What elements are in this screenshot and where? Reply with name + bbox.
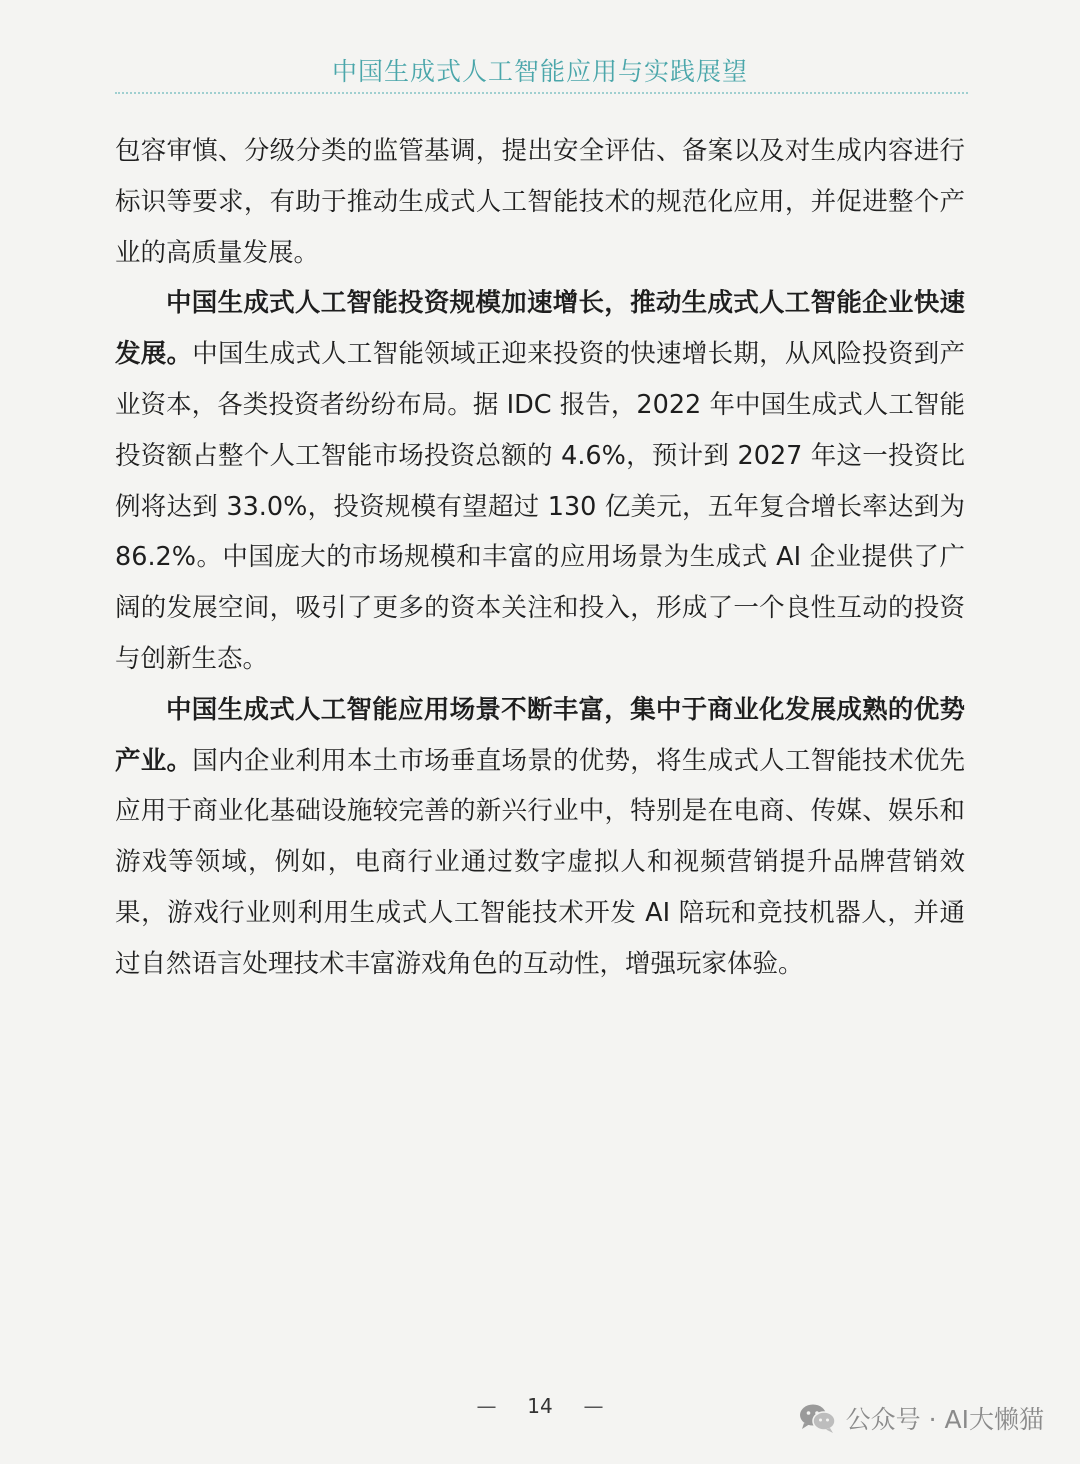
paragraph-2-body: 中国生成式人工智能领域正迎来投资的快速增长期，从风险投资到产业资本，各类投资者纷纷布局。据 IDC 报告，2022 年中国生成式人工智能投资额占整个人工智能市场投资总额的 4.6%，预计到 2027 年这一投资比例将达到 33.0%，投资规模有望超过 130 亿美元，五年复合增长率达到为 86.2%。中国庞大的市场规模和丰富的应用场景为生成式 AI 企业提供了广阔的发展空间，吸引了更多的资本关注和投入，形成了一个良性互动的投资与创新生态。 (115, 339, 965, 674)
paragraph-3-body: 国内企业利用本土市场垂直场景的优势，将生成式人工智能技术优先应用于商业化基础设施较完善的新兴行业中，特别是在电商、传媒、娱乐和游戏等领域，例如，电商行业通过数字虚拟人和视频营销提升品牌营销效果，游戏行业则利用生成式人工智能技术开发 AI 陪玩和竞技机器人，并通过自然语言处理技术丰富游戏角色的互动性，增强玩家体验。 (115, 745, 965, 979)
paragraph-3-lead: 中国生成式人工智能应用场景不断丰富，集中于商业化发展成熟的优势产业。 (115, 694, 965, 776)
page-number: 14 (527, 1394, 553, 1418)
header-divider (115, 92, 968, 94)
footer-dash-left: — (476, 1394, 497, 1418)
body-text (115, 126, 965, 990)
wechat-icon (798, 1402, 838, 1434)
running-title: 中国生成式人工智能应用与实践展望 (331, 57, 748, 86)
page-header (115, 52, 965, 88)
watermark (798, 1400, 1044, 1436)
watermark-text: 公众号 · AI大懒猫 (845, 1405, 1044, 1434)
paragraph-1: 包容审慎、分级分类的监管基调，提出安全评估、备案以及对生成内容进行标识等要求，有助于推动生成式人工智能技术的规范化应用，并促进整个产业的高质量发展。 (115, 136, 965, 268)
paragraph-2-lead: 中国生成式人工智能投资规模加速增长，推动生成式人工智能企业快速发展。 (115, 288, 965, 370)
footer-dash-right: — (583, 1394, 604, 1418)
paragraph-2 (115, 278, 965, 684)
paragraph-3 (115, 685, 965, 990)
